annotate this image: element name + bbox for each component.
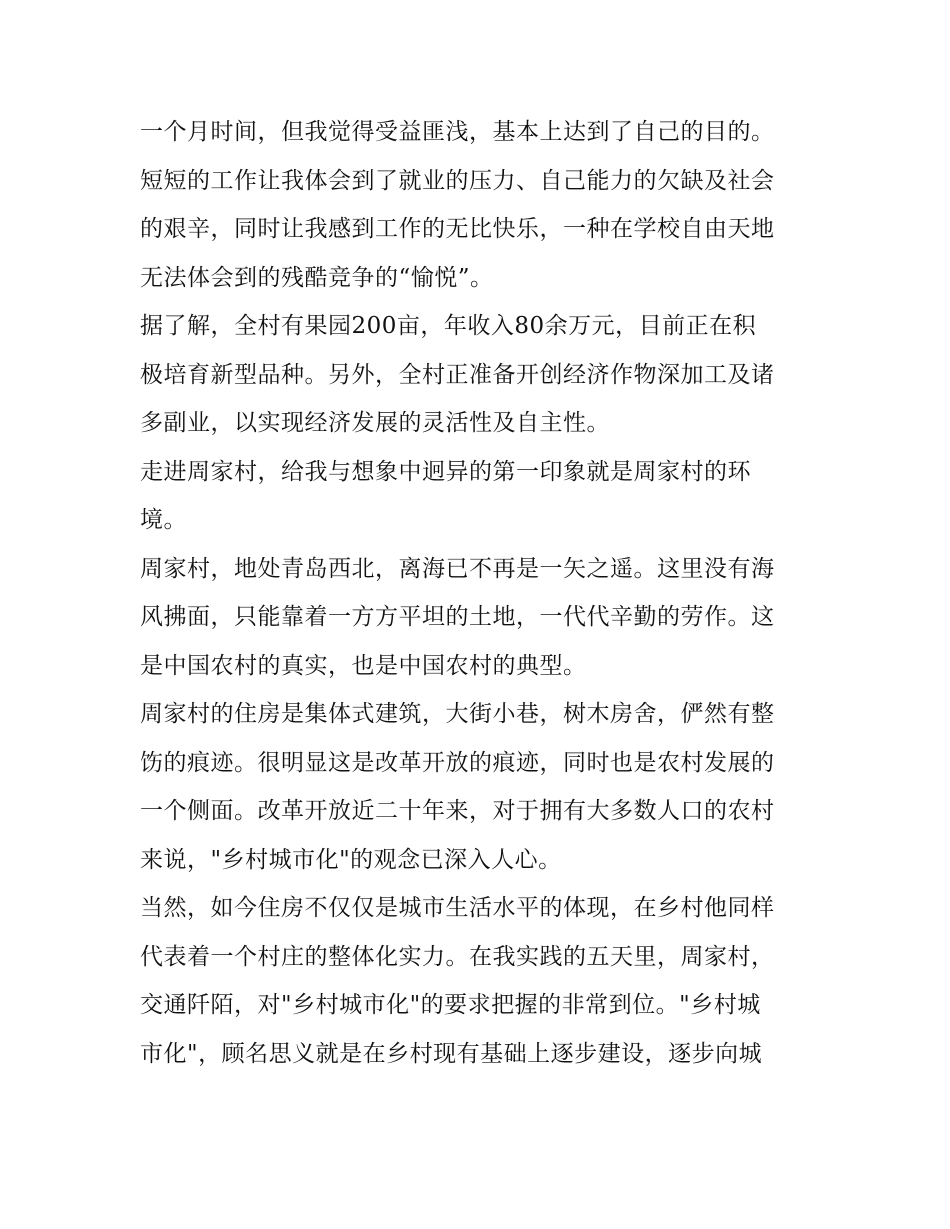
- document-body: [140, 108, 830, 1078]
- text-line: 当然，如今住房不仅仅是城市生活水平的体现，在乡村他同样: [140, 895, 775, 921]
- text-line: 周家村，地处青岛西北，离海已不再是一矢之遥。这里没有海: [140, 555, 775, 582]
- text-line: 风拂面，只能靠着一方方平坦的土地，一代代辛勤的劳作。这: [140, 604, 775, 630]
- text-line: 饬的痕迹。很明显这是改革开放的痕迹，同时也是农村发展的: [140, 749, 775, 776]
- text-line: 的艰辛，同时让我感到工作的无比快乐，一种在学校自由天地: [140, 216, 775, 242]
- text-line: 境。: [140, 507, 187, 533]
- text-line: 是中国农村的真实，也是中国农村的典型。: [140, 652, 587, 679]
- text-line: 据了解，全村有果园200亩，年收入80余万元，目前正在积: [140, 313, 757, 339]
- text-line: 短短的工作让我体会到了就业的压力、自己能力的欠缺及社会: [140, 167, 775, 194]
- text-line: 市化"，顾名思义就是在乡村现有基础上逐步建设，逐步向城: [140, 1040, 763, 1067]
- text-line: 交通阡陌，对"乡村城市化"的要求把握的非常到位。"乡村城: [140, 992, 761, 1018]
- text-line: 多副业，以实现经济发展的灵活性及自主性。: [140, 410, 610, 436]
- text-line: 走进周家村，给我与想象中迥异的第一印象就是周家村的环: [140, 458, 751, 485]
- text-line: 无法体会到的残酷竞争的“愉悦”。: [140, 264, 494, 291]
- text-line: 一个月时间，但我觉得受益匪浅，基本上达到了自己的目的。: [140, 119, 775, 145]
- text-line: 周家村的住房是集体式建筑，大街小巷，树木房舍，俨然有整: [140, 701, 775, 727]
- text-line: 代表着一个村庄的整体化实力。在我实践的五天里，周家村，: [140, 943, 775, 970]
- text-line: 一个侧面。改革开放近二十年来，对于拥有大多数人口的农村: [140, 798, 775, 824]
- text-line: 极培育新型品种。另外，全村正准备开创经济作物深加工及诸: [140, 361, 775, 388]
- text-line: 来说，"乡村城市化"的观念已深入人心。: [140, 846, 562, 873]
